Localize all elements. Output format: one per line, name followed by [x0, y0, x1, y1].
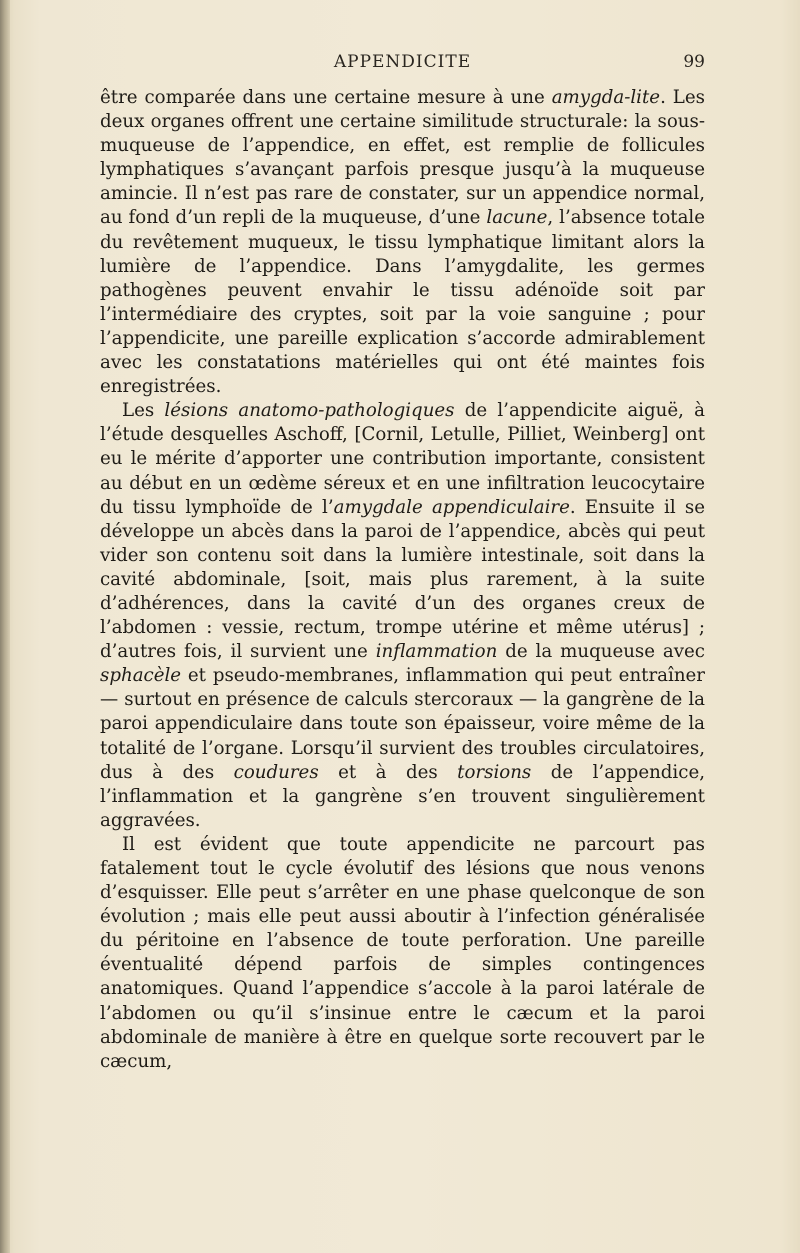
text-run: , l’absence totale du revêtement muqueux, le tissu lymphatique limitant alors la lumière de l’appendice. Dans l’amygdalite, les germes pathogènes peuvent envahir le tissu adénoïde soit par l’intermédiaire des cryptes, soit par la voie sanguine ; pour l’appendicite, une pareille explication s’accorde admirablement avec les constatations matérielles qui ont été maintes fois enregistrées.: [100, 207, 705, 398]
italic-phrase: torsions: [457, 761, 532, 783]
body-text: [100, 86, 705, 1074]
paragraph-2: [100, 399, 705, 833]
italic-phrase: lacune: [486, 207, 548, 229]
text-run: Il est évident que toute appendicite ne parcourt pas fatalement tout le cycle évolutif des lésions que nous venons d’esquisser. Elle peut s’arrêter en une phase quelconque de son évolution ; mais elle peut aussi aboutir à l’infection généralisée du péritoine en l’absence de toute perforation. Une pareille éventualité dépend parfois de simples contingences anatomiques. Quand l’appendice s’accole à la paroi latérale de l’abdomen ou qu’il s’insinue entre le cæcum et la paroi abdominale de manière à être en quelque sorte recouvert par le cæcum,: [100, 833, 705, 1072]
italic-phrase: coudures: [233, 761, 319, 783]
running-title: APPENDICITE: [333, 52, 472, 72]
page-header: [100, 50, 705, 74]
italic-phrase: sphacèle: [100, 665, 182, 687]
italic-phrase: inflammation: [375, 641, 498, 663]
text-run: de l’appendicite aiguë, à l’étude desquelles Aschoff, [Cornil, Letulle, Pilliet, Weinberg] ont eu le mérite d’apporter une contribution importante, consistent au début en un œdème séreux et en une infiltration leucocytaire du tissu lymphoïde de l’: [100, 400, 705, 518]
paragraph-3: [100, 833, 705, 1074]
text-run: de l’appendice, l’inflammation et la gangrène s’en trouvent singulièrement aggravées.: [100, 761, 705, 831]
text-run: être comparée dans une certaine mesure à une: [100, 87, 552, 108]
italic-phrase: lésions anatomo-pathologiques: [164, 400, 455, 422]
text-run: et à des: [318, 761, 458, 783]
italic-phrase: amygdale appendiculaire: [333, 496, 570, 518]
text-run: . Les deux organes offrent une certaine similitude structurale: la sous-muqueuse de l’appendice, en effet, est remplie de follicules lymphatiques s’avançant parfois presque jusqu’à la muqueuse amincie. Il n’est pas rare de constater, sur un appendice normal, au fond d’un repli de la muqueuse, d’une: [100, 87, 705, 229]
text-run: et pseudo-membranes, inflammation qui peut entraîner — surtout en présence de calculs stercoraux — la gangrène de la paroi appendiculaire dans toute son épaisseur, voire même de la totalité de l’organe. Lorsqu’il survient des troubles circulatoires, dus à des: [100, 665, 705, 783]
text-run: de la muqueuse avec: [497, 641, 705, 663]
page-binding-edge: [0, 0, 10, 1253]
text-run: . Ensuite il se développe un abcès dans la paroi de l’appendice, abcès qui peut vider son contenu soit dans la lumière intestinale, soit dans la cavité abdominale, [soit, mais plus rarement, à la suite d’adhérences, dans la cavité d’un des organes creux de l’abdomen : vessie, rectum, trompe utérine et même utérus] ; d’autres fois, il survient une: [100, 496, 705, 663]
text-run: Les: [122, 400, 165, 422]
page-number: 99: [683, 52, 705, 72]
paragraph-1: [100, 86, 705, 399]
italic-phrase: amygda-lite: [551, 87, 661, 108]
